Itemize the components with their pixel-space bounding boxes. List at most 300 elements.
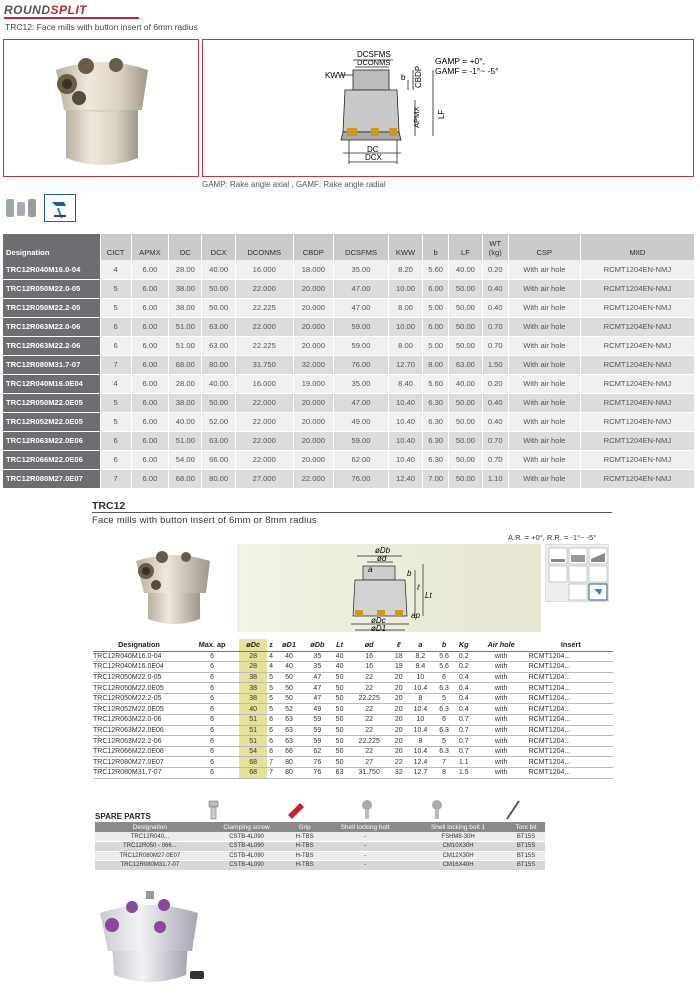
col-cbdp: CBDP <box>293 234 333 260</box>
cell-cict: 5 <box>100 298 131 317</box>
cell-d1: 50 <box>275 693 303 704</box>
cell-shell-bolt: - <box>321 861 409 871</box>
cell-l: 19 <box>391 662 407 673</box>
cell-b: 6.3 <box>434 683 454 694</box>
cell-dc: 68.00 <box>169 355 202 374</box>
cell-insert: RCMT1204... <box>529 704 613 715</box>
cell-apmx: 6.00 <box>131 317 169 336</box>
cell-db: 59 <box>303 715 332 726</box>
cell-clamping-screw: CSTB-4L090 <box>205 842 289 852</box>
label-cbdp: CBDP <box>414 65 423 88</box>
cell-max-ap: 6 <box>185 651 239 662</box>
cell-dcsfms: 59.00 <box>333 336 388 355</box>
clamping-screw-icon <box>203 799 223 821</box>
cell-apmx: 6.00 <box>131 336 169 355</box>
col3-clamping-screw: Clamping screw <box>205 822 289 832</box>
cell-z: 4 <box>269 663 274 671</box>
cell-designation: TRC12R063M22.0E06 <box>3 431 100 450</box>
cell-max-ap: 6 <box>185 683 239 694</box>
cell-kww: 10.40 <box>389 393 423 412</box>
cell-cbdp: 22.000 <box>293 469 333 488</box>
col3-grip: Grip <box>288 822 321 832</box>
cell-designation: TRC12R080M27.0E07 <box>3 469 100 488</box>
section-subtitle: Face mills with button insert of 6mm or 8mm radius <box>92 515 317 526</box>
cell-l: 20 <box>391 736 407 747</box>
cell-d: 22 <box>347 672 390 683</box>
cell-miid: RCMT1204EN-NMJ <box>580 374 694 393</box>
cell-apmx: 6.00 <box>131 393 169 412</box>
col-b: b <box>423 234 449 260</box>
table-row <box>95 861 545 871</box>
cell-db: 76 <box>303 768 332 779</box>
cell-dc: 51.00 <box>169 317 202 336</box>
cell-d: 22 <box>347 746 390 757</box>
cell-lf: 50.00 <box>449 450 482 469</box>
cell-kww: 12.70 <box>389 355 423 374</box>
cell-miid: RCMT1204EN-NMJ <box>580 317 694 336</box>
cell-dcsfms: 35.00 <box>333 260 388 279</box>
cell-apmx: 6.00 <box>131 298 169 317</box>
cell-shell-bolt-1: CM10X30H <box>409 842 507 852</box>
cell-designation: TRC12R050M22.0-05 <box>3 279 100 298</box>
cell-designation: TRC12R040M16.0-04 <box>93 651 185 662</box>
cell-d1: 50 <box>275 683 303 694</box>
main-spec-table <box>3 234 695 489</box>
operation-icons <box>545 544 609 602</box>
cell-designation: TRC12R050M22.0E05 <box>93 683 185 694</box>
cell-torx-bit: BT15S <box>507 861 545 871</box>
cell-d1: 80 <box>275 768 303 779</box>
cell-dcx: 66.00 <box>202 450 235 469</box>
table-row <box>93 768 613 779</box>
col2-lt: Lt <box>332 639 348 651</box>
table-row <box>3 260 695 279</box>
col2-d: ød <box>347 639 390 651</box>
cell-dc: 51 <box>239 715 267 726</box>
cell-wt: 0.40 <box>482 279 508 298</box>
table-row <box>93 693 613 704</box>
col-kww: KWW <box>389 234 423 260</box>
cell-designation: TRC12R080M31.7-07 <box>95 861 205 871</box>
cell-dconms: 16.000 <box>235 260 293 279</box>
table-row <box>93 736 613 747</box>
cell-cict: 7 <box>100 469 131 488</box>
cell-lt: 50 <box>332 736 348 747</box>
cell-z: 7 <box>269 758 274 766</box>
cell-designation: TRC12R080M27.0E07 <box>95 851 205 861</box>
cell-wt: 0.20 <box>482 260 508 279</box>
cell-b: 6.3 <box>434 704 454 715</box>
cell-lt: 50 <box>332 746 348 757</box>
table-row <box>3 298 695 317</box>
cell-grip: H-TBS <box>288 851 321 861</box>
cell-a: 10.4 <box>407 725 435 736</box>
cell-lt: 50 <box>332 704 348 715</box>
cell-lf: 50.00 <box>449 336 482 355</box>
cell-lt: 40 <box>332 651 348 662</box>
cell-dconms: 22.000 <box>235 412 293 431</box>
cell-l: 18 <box>391 651 407 662</box>
cell-a: 8 <box>407 736 435 747</box>
page-subtitle: TRC12: Face mills with button insert of 6mm radius <box>5 22 198 32</box>
label-od1: øD1 <box>371 624 387 632</box>
label-lt: Lt <box>425 591 432 600</box>
cell-dcsfms: 76.00 <box>333 355 388 374</box>
cell-d: 22.225 <box>347 693 390 704</box>
rake-angles-text: A.R. = +0°, R.R. = -1°~ -5° <box>508 533 597 542</box>
cell-designation: TRC12R066M22.0E06 <box>3 450 100 469</box>
gamf-text: GAMF = -1°~ -5° <box>435 66 499 76</box>
cell-designation: TRC12R063M22.2-06 <box>93 736 185 747</box>
cell-apmx: 6.00 <box>131 431 169 450</box>
cell-db: 47 <box>303 693 332 704</box>
col-dc: DC <box>169 234 202 260</box>
cell-lt: 50 <box>332 693 348 704</box>
cell-lf: 50.00 <box>449 412 482 431</box>
cell-db: 59 <box>303 725 332 736</box>
cell-d: 31.750 <box>347 768 390 779</box>
cell-designation: TRC12R050M22.2-05 <box>3 298 100 317</box>
cell-shell-bolt-1: FSHM8-30H <box>409 832 507 842</box>
cell-lt: 63 <box>332 768 348 779</box>
cell-kww: 8.40 <box>389 374 423 393</box>
cell-a: 12.7 <box>407 768 435 779</box>
cell-air-hole: with <box>474 651 529 662</box>
dimension-diagram-box <box>202 39 694 177</box>
cell-dc: 28.00 <box>169 374 202 393</box>
cell-max-ap: 6 <box>185 725 239 736</box>
cell-miid: RCMT1204EN-NMJ <box>580 336 694 355</box>
cell-designation: TRC12R040... <box>95 832 205 842</box>
dimensions-table <box>93 639 613 779</box>
cell-d: 22.225 <box>347 736 390 747</box>
col2-dc: øDc <box>239 639 267 651</box>
cell-insert: RCMT1204... <box>529 672 613 683</box>
cell-insert: RCMT1204... <box>529 746 613 757</box>
cell-d1: 63 <box>275 715 303 726</box>
cell-csp: With air hole <box>508 317 580 336</box>
cell-dc: 51 <box>239 725 267 736</box>
cell-dcsfms: 62.00 <box>333 450 388 469</box>
inserts-icon <box>4 196 40 220</box>
col2-max-ap: Max. ap <box>185 639 239 651</box>
cell-dcsfms: 76.00 <box>333 469 388 488</box>
cell-csp: With air hole <box>508 279 580 298</box>
cell-insert: RCMT1204... <box>529 736 613 747</box>
label-dconms: DCONMS <box>357 58 391 67</box>
cell-insert: RCMT1204... <box>529 651 613 662</box>
cell-z: 5 <box>269 705 274 713</box>
coolant-icon <box>44 194 76 222</box>
cell-dc: 38.00 <box>169 279 202 298</box>
gamp-text: GAMP = +0°, <box>435 56 486 66</box>
cell-cbdp: 20.000 <box>293 431 333 450</box>
cell-designation: TRC12R050M22.0-05 <box>93 672 185 683</box>
cell-dconms: 22.000 <box>235 450 293 469</box>
spare-header-row <box>95 822 545 832</box>
cell-air-hole: with <box>474 768 529 779</box>
cell-dconms: 22.000 <box>235 317 293 336</box>
col-dcx: DCX <box>202 234 235 260</box>
label-ap: ap <box>411 611 420 620</box>
cell-lf: 50.00 <box>449 317 482 336</box>
table-row <box>93 757 613 768</box>
cell-torx-bit: BT15S <box>507 851 545 861</box>
label-a: a <box>368 565 373 574</box>
cell-grip: H-TBS <box>288 842 321 852</box>
cell-db: 47 <box>303 683 332 694</box>
shell-locking-bolt-1-icon <box>427 799 447 821</box>
cell-air-hole: with <box>474 672 529 683</box>
cell-d1: 52 <box>275 704 303 715</box>
table-row <box>3 469 695 488</box>
cell-max-ap: 6 <box>185 746 239 757</box>
cell-miid: RCMT1204EN-NMJ <box>580 412 694 431</box>
cell-kg: 0.7 <box>454 746 474 757</box>
col2-designation: Designation <box>93 639 185 651</box>
cell-z: 5 <box>269 695 274 703</box>
col-miid: MIID <box>580 234 694 260</box>
cell-d: 22 <box>347 715 390 726</box>
cell-a: 10 <box>407 672 435 683</box>
cell-insert: RCMT1204... <box>529 662 613 673</box>
cell-max-ap: 6 <box>185 662 239 673</box>
cell-cbdp: 20.000 <box>293 450 333 469</box>
cell-b: 5 <box>434 736 454 747</box>
cell-z: 5 <box>269 673 274 681</box>
cell-insert: RCMT1204... <box>529 757 613 768</box>
cell-z: 5 <box>269 684 274 692</box>
col3-shell-bolt: Shell locking bolt <box>321 822 409 832</box>
cell-wt: 0.70 <box>482 336 508 355</box>
cell-dcsfms: 47.00 <box>333 393 388 412</box>
section-divider <box>92 512 612 513</box>
table-row <box>3 374 695 393</box>
cell-air-hole: with <box>474 704 529 715</box>
cell-dcx: 80.00 <box>202 355 235 374</box>
cell-b: 8 <box>434 768 454 779</box>
table-row <box>93 715 613 726</box>
cell-b: 7.00 <box>423 469 449 488</box>
cell-insert: RCMT1204... <box>529 725 613 736</box>
cell-cbdp: 18.000 <box>293 260 333 279</box>
table-row <box>93 725 613 736</box>
cell-db: 62 <box>303 746 332 757</box>
cell-designation: TRC12R063M22.2-06 <box>3 336 100 355</box>
cell-cict: 5 <box>100 412 131 431</box>
cell-b: 5.6 <box>434 651 454 662</box>
cell-a: 12.4 <box>407 757 435 768</box>
cell-b: 5.6 <box>434 662 454 673</box>
cell-l: 20 <box>391 693 407 704</box>
cell-air-hole: with <box>474 725 529 736</box>
cell-torx-bit: BT15S <box>507 832 545 842</box>
cell-csp: With air hole <box>508 298 580 317</box>
cell-miid: RCMT1204EN-NMJ <box>580 279 694 298</box>
cell-max-ap: 6 <box>185 715 239 726</box>
cell-kww: 10.00 <box>389 279 423 298</box>
cell-designation: TRC12R063M22.0-06 <box>93 715 185 726</box>
cell-wt: 0.40 <box>482 412 508 431</box>
cell-dcx: 63.00 <box>202 317 235 336</box>
cell-lf: 63.00 <box>449 355 482 374</box>
cell-air-hole: with <box>474 746 529 757</box>
table-row <box>93 704 613 715</box>
label-b: b <box>401 73 406 82</box>
cell-lf: 40.00 <box>449 260 482 279</box>
cell-dcsfms: 47.00 <box>333 298 388 317</box>
cell-kww: 8.00 <box>389 298 423 317</box>
col-cict: CICT <box>100 234 131 260</box>
cell-air-hole: with <box>474 662 529 673</box>
label-od: ød <box>377 554 387 563</box>
cell-b: 6.30 <box>423 393 449 412</box>
rake-angle-caption: GAMP: Rake angle axial , GAMF: Rake angle radial <box>202 180 386 189</box>
table-row <box>95 851 545 861</box>
cell-b: 6.3 <box>434 746 454 757</box>
cell-kg: 1.5 <box>454 768 474 779</box>
cell-air-hole: with <box>474 736 529 747</box>
cell-grip: H-TBS <box>288 832 321 842</box>
cell-wt: 0.70 <box>482 317 508 336</box>
cell-kg: 0.4 <box>454 683 474 694</box>
cell-b: 6 <box>434 672 454 683</box>
cell-designation: TRC12R050M22.2-05 <box>93 693 185 704</box>
cell-air-hole: with <box>474 683 529 694</box>
cell-b: 5.60 <box>423 260 449 279</box>
cell-dconms: 31.750 <box>235 355 293 374</box>
cell-db: 35 <box>303 651 332 662</box>
cell-clamping-screw: CSTB-4L090 <box>205 861 289 871</box>
table-row <box>3 412 695 431</box>
cell-csp: With air hole <box>508 469 580 488</box>
cell-cict: 4 <box>100 260 131 279</box>
cell-max-ap: 6 <box>185 736 239 747</box>
col2-insert: Insert <box>529 639 613 651</box>
cell-l: 20 <box>391 672 407 683</box>
cell-designation: TRC12R040M16.0E04 <box>3 374 100 393</box>
cell-csp: With air hole <box>508 260 580 279</box>
face-mill-image-2 <box>120 545 220 629</box>
cell-designation: TRC12R040M16.0E04 <box>93 662 185 673</box>
operation-icons-graphic <box>546 545 610 603</box>
table-row <box>95 842 545 852</box>
cell-z: 6 <box>269 737 274 745</box>
table-row <box>3 336 695 355</box>
cell-cict: 6 <box>100 450 131 469</box>
cell-max-ap: 6 <box>185 693 239 704</box>
cell-apmx: 6.00 <box>131 355 169 374</box>
col-lf: LF <box>449 234 482 260</box>
torx-bit-icon <box>503 799 523 821</box>
face-mill-image <box>4 40 200 178</box>
cell-kww: 10.00 <box>389 317 423 336</box>
cell-kww: 12.40 <box>389 469 423 488</box>
cell-cbdp: 20.000 <box>293 279 333 298</box>
cell-z: 7 <box>269 769 274 777</box>
cell-apmx: 6.00 <box>131 412 169 431</box>
cell-cict: 4 <box>100 374 131 393</box>
cell-shell-bolt-1: CM16X40H <box>409 861 507 871</box>
cell-kg: 0.2 <box>454 662 474 673</box>
table-row <box>3 279 695 298</box>
cell-insert: RCMT1204... <box>529 768 613 779</box>
cell-dcx: 50.00 <box>202 393 235 412</box>
cell-db: 35 <box>303 662 332 673</box>
cell-cict: 5 <box>100 393 131 412</box>
cell-csp: With air hole <box>508 431 580 450</box>
col-csp: CSP <box>508 234 580 260</box>
cell-wt: 0.40 <box>482 393 508 412</box>
cell-miid: RCMT1204EN-NMJ <box>580 260 694 279</box>
cell-dcx: 63.00 <box>202 336 235 355</box>
cell-d: 16 <box>347 662 390 673</box>
cell-wt: 0.20 <box>482 374 508 393</box>
cell-csp: With air hole <box>508 355 580 374</box>
cell-b: 8.00 <box>423 355 449 374</box>
cell-z: 6 <box>269 726 274 734</box>
cell-l: 20 <box>391 715 407 726</box>
label-dcx: DCX <box>365 153 382 162</box>
cell-kg: 0.7 <box>454 715 474 726</box>
table-row <box>93 672 613 683</box>
cell-kww: 8.20 <box>389 260 423 279</box>
dimension-diagram-2 <box>237 544 541 632</box>
cell-dcsfms: 49.00 <box>333 412 388 431</box>
tool-photo-box <box>3 39 199 177</box>
table-row <box>93 651 613 662</box>
cell-lf: 50.00 <box>449 298 482 317</box>
cell-b: 6.00 <box>423 279 449 298</box>
cell-dconms: 22.000 <box>235 279 293 298</box>
cell-dconms: 22.000 <box>235 393 293 412</box>
cell-a: 10.4 <box>407 704 435 715</box>
cell-dcsfms: 59.00 <box>333 317 388 336</box>
cell-dc: 38 <box>239 683 267 694</box>
cell-max-ap: 6 <box>185 704 239 715</box>
cell-shell-bolt-1: CM12X30H <box>409 851 507 861</box>
cell-cbdp: 20.000 <box>293 393 333 412</box>
cell-air-hole: with <box>474 757 529 768</box>
cell-kww: 8.00 <box>389 336 423 355</box>
shell-locking-bolt-icon <box>357 799 377 821</box>
cell-insert: RCMT1204... <box>529 693 613 704</box>
grip-icon <box>284 799 306 821</box>
cell-d1: 63 <box>275 725 303 736</box>
cell-dcx: 80.00 <box>202 469 235 488</box>
cell-kww: 10.40 <box>389 431 423 450</box>
col2-air-hole: Air hole <box>474 639 529 651</box>
cell-dc: 51 <box>239 736 267 747</box>
cell-designation: TRC12R050 - 066... <box>95 842 205 852</box>
cell-d: 16 <box>347 651 390 662</box>
cell-air-hole: with <box>474 693 529 704</box>
cell-wt: 0.70 <box>482 450 508 469</box>
cell-dc: 54.00 <box>169 450 202 469</box>
cell-a: 10.4 <box>407 746 435 757</box>
cell-l: 32 <box>391 768 407 779</box>
table-row <box>3 431 695 450</box>
label-apmx: APMX <box>412 106 421 128</box>
spare-parts-title: SPARE PARTS <box>95 812 151 821</box>
cell-csp: With air hole <box>508 450 580 469</box>
cell-dc: 28 <box>239 662 267 673</box>
cell-cict: 5 <box>100 279 131 298</box>
cell-b: 7 <box>434 757 454 768</box>
cell-csp: With air hole <box>508 412 580 431</box>
cell-l: 20 <box>391 746 407 757</box>
cell-kg: 0.2 <box>454 651 474 662</box>
